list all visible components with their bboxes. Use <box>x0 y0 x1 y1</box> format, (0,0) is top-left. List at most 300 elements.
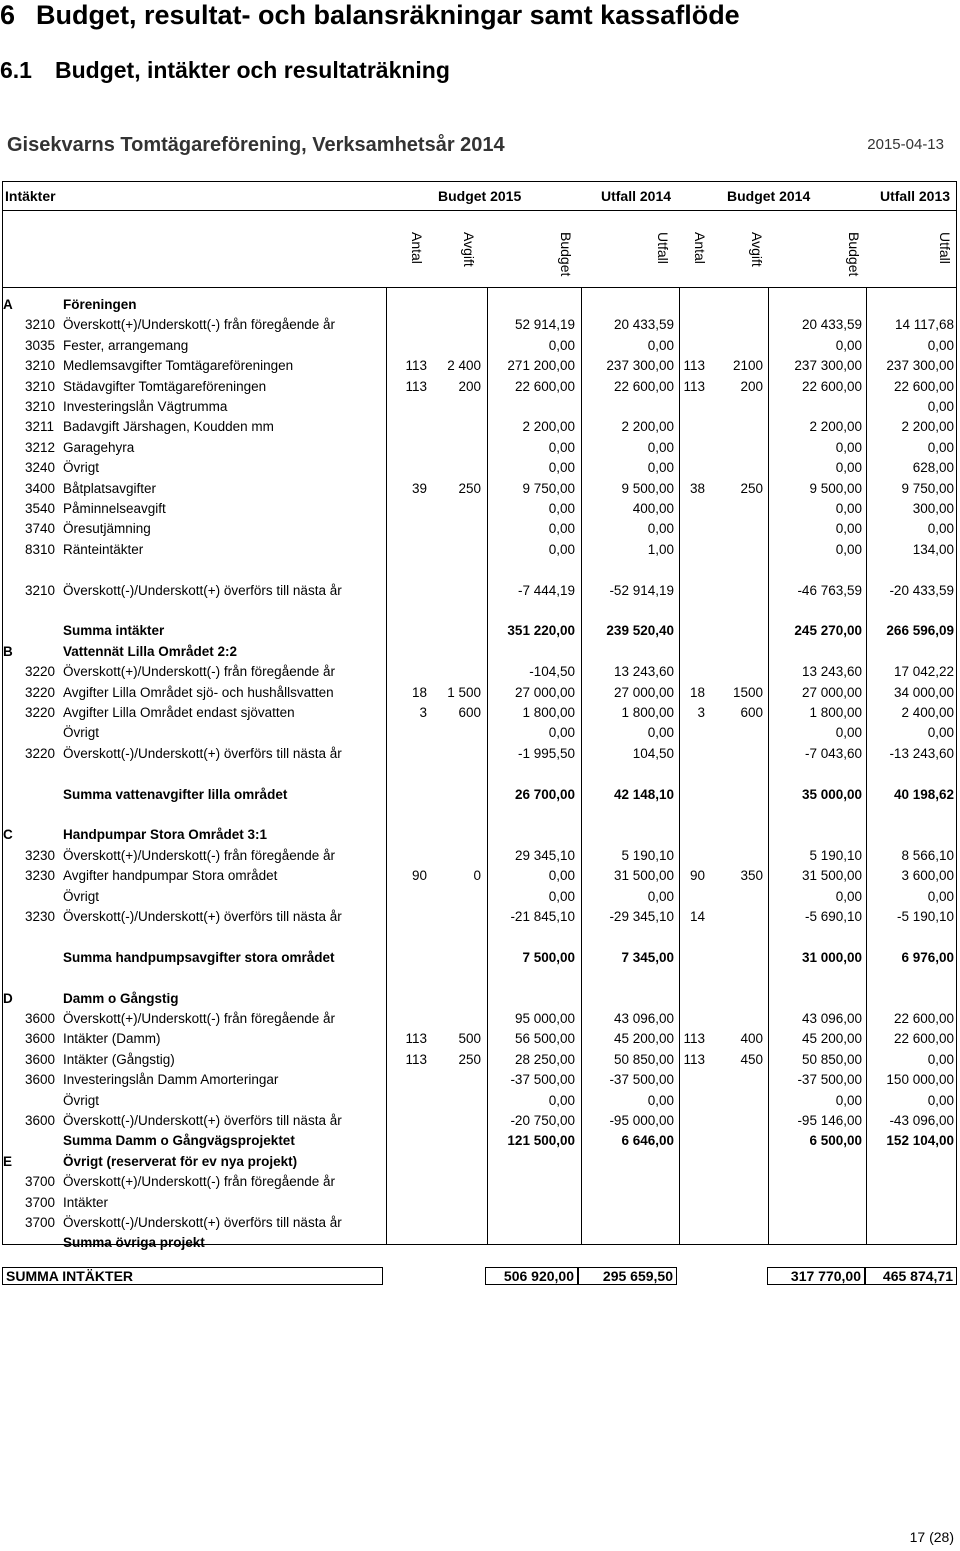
cell-c7: -7 043,60 <box>804 745 862 761</box>
rot-header-utfall: Utfall <box>655 232 671 264</box>
cell-c4: 0,00 <box>647 725 674 741</box>
cell-c4: 0,00 <box>647 439 674 455</box>
rot-header-antal: Antal <box>409 232 425 264</box>
cell-c7: 1 800,00 <box>809 705 862 720</box>
cell-c4: 0,00 <box>647 1092 674 1108</box>
account-number: 3211 <box>25 419 55 435</box>
cell-c8: 2 200,00 <box>901 419 954 435</box>
cell-c7: 31 000,00 <box>801 949 862 965</box>
cell-c2: 250 <box>458 480 481 496</box>
cell-c5: 113 <box>683 358 705 374</box>
account-number: 3210 <box>25 378 56 394</box>
cell-c1: 18 <box>411 684 427 700</box>
row-label: Båtplatsavgifter <box>63 480 157 496</box>
cell-c8: 17 042,22 <box>893 664 954 680</box>
cell-c4: 6 646,00 <box>621 1133 674 1149</box>
cell-c3: 2 200,00 <box>522 419 575 435</box>
cell-c3: 95 000,00 <box>514 1011 575 1026</box>
cell-c4: 237 300,00 <box>606 358 674 374</box>
chapter-heading <box>0 0 740 31</box>
account-number: 3600 <box>25 1113 56 1128</box>
table-row <box>3 1113 958 1131</box>
table-row <box>3 1235 958 1253</box>
cell-c4: 5 190,10 <box>621 847 674 863</box>
section-header-row <box>3 991 958 1009</box>
header-divider <box>3 210 956 211</box>
cell-c6: 250 <box>740 480 763 496</box>
row-label: Intäkter (Damm) <box>63 1031 161 1047</box>
cell-c3: 9 750,00 <box>522 480 575 496</box>
cell-c1: 113 <box>405 358 427 374</box>
page-number: 17 (28) <box>909 1529 954 1545</box>
row-label: Summa handpumpsavgifter stora området <box>63 949 335 965</box>
account-number: 3210 <box>25 582 56 598</box>
cell-c3: 27 000,00 <box>514 684 575 700</box>
cell-c7: -95 146,00 <box>797 1113 862 1128</box>
total-utfall-2014-cell <box>578 1267 677 1285</box>
cell-c6: 2100 <box>732 358 763 374</box>
total-budget-2015-cell <box>485 1267 578 1285</box>
table-row <box>3 440 958 458</box>
row-label: Summa Damm o Gångvägsprojektet <box>63 1133 295 1149</box>
cell-c4: 0,00 <box>647 337 674 353</box>
row-label: Överskott(-)/Underskott(+) överförs till nästa år <box>63 582 342 598</box>
cell-c3: -104,50 <box>529 664 575 680</box>
row-label: Fester, arrangemang <box>63 337 189 353</box>
col-header-budget-2015: Budget 2015 <box>438 188 522 204</box>
cell-c7: 0,00 <box>835 439 862 455</box>
section-letter: A <box>3 297 13 312</box>
account-number: 3220 <box>25 705 56 720</box>
table-row <box>3 950 958 968</box>
cell-c6: 350 <box>740 868 763 884</box>
cell-c8: 8 566,10 <box>901 847 954 863</box>
account-number: 3035 <box>25 337 56 353</box>
cell-c6: 1500 <box>732 684 763 700</box>
cell-c5: 113 <box>683 1031 705 1047</box>
organization-title: Gisekvarns Tomtägareförening, Verksamhetsår 2014 <box>7 134 505 156</box>
table-row <box>3 562 958 580</box>
total-label-cell <box>2 1267 383 1285</box>
cell-c7: 6 500,00 <box>809 1133 862 1149</box>
row-label: Överskott(-)/Underskott(+) överförs till nästa år <box>63 909 342 924</box>
cell-c7: 43 096,00 <box>801 1011 862 1026</box>
cell-c2: 2 400 <box>447 358 481 374</box>
cell-c4: -37 500,00 <box>609 1072 674 1088</box>
cell-c8: 150 000,00 <box>886 1072 954 1088</box>
report-date: 2015-04-13 <box>867 136 944 153</box>
row-label: Summa vattenavgifter lilla området <box>63 786 288 802</box>
section-letter: C <box>3 827 13 843</box>
table-row <box>3 705 958 723</box>
row-label: Överskott(+)/Underskott(-) från föregående år <box>63 1174 335 1190</box>
col-header-intakter: Intäkter <box>5 188 56 204</box>
cell-c8: 300,00 <box>912 501 954 516</box>
cell-c1: 113 <box>405 1051 427 1067</box>
row-label: Summa övriga projekt <box>63 1235 205 1251</box>
cell-c5: 38 <box>689 480 705 496</box>
account-number: 3400 <box>25 480 56 496</box>
cell-c4: 9 500,00 <box>621 480 674 496</box>
cell-c7: 45 200,00 <box>801 1031 862 1047</box>
cell-c6: 600 <box>740 705 763 720</box>
row-label: Badavgift Järshagen, Koudden mm <box>63 419 274 435</box>
row-label: Föreningen <box>63 297 137 312</box>
cell-c3: 0,00 <box>548 501 575 516</box>
table-row <box>3 521 958 539</box>
cell-c4: 0,00 <box>647 521 674 537</box>
cell-c4: -95 000,00 <box>609 1113 674 1128</box>
table-row <box>3 664 958 682</box>
cell-c5: 90 <box>689 868 705 884</box>
section-letter: B <box>3 643 13 659</box>
row-label: Avgifter Lilla Området sjö- och hushållsvatten <box>63 684 334 700</box>
cell-c4: 400,00 <box>632 501 674 516</box>
budget-table <box>2 181 957 1251</box>
cell-c2: 250 <box>458 1051 481 1067</box>
cell-c7: 50 850,00 <box>801 1051 862 1067</box>
chapter-title: Budget, resultat- och balansräkningar samt kassaflöde <box>36 0 740 30</box>
cell-c8: 266 596,09 <box>886 623 954 639</box>
cell-c1: 90 <box>411 868 427 884</box>
table-row <box>3 1195 958 1213</box>
cell-c6: 450 <box>740 1051 763 1067</box>
section-letter: D <box>3 990 13 1006</box>
row-label: Medlemsavgifter Tomtägareföreningen <box>63 358 294 374</box>
row-label: Överskott(-)/Underskott(+) överförs till nästa år <box>63 1215 342 1230</box>
cell-c1: 3 <box>419 705 427 720</box>
cell-c3: 0,00 <box>548 541 575 557</box>
cell-c3: 0,00 <box>548 439 575 455</box>
cell-c4: -52 914,19 <box>609 582 674 598</box>
cell-c8: 0,00 <box>927 1051 954 1067</box>
table-row <box>3 419 958 437</box>
cell-c1: 39 <box>411 480 427 496</box>
cell-c8: 152 104,00 <box>886 1133 954 1149</box>
rot-header-avgift-2: Avgift <box>749 232 765 267</box>
cell-c7: 0,00 <box>835 541 862 557</box>
cell-c2: 600 <box>458 705 481 720</box>
table-row <box>3 725 958 743</box>
cell-c7: 245 270,00 <box>794 623 862 639</box>
section-header-row <box>3 297 958 315</box>
cell-c7: 35 000,00 <box>801 786 862 802</box>
table-row <box>3 460 958 478</box>
cell-c3: 0,00 <box>548 337 575 353</box>
rot-header-avgift: Avgift <box>461 232 477 267</box>
row-label: Handpumpar Stora Området 3:1 <box>63 827 268 843</box>
rot-header-budget: Budget <box>558 232 574 277</box>
cell-c8: 628,00 <box>912 460 954 476</box>
total-utfall-2014: 295 659,50 <box>602 1268 673 1284</box>
cell-c7: 0,00 <box>835 337 862 353</box>
row-label: Summa intäkter <box>63 623 165 639</box>
cell-c7: -5 690,10 <box>804 909 862 924</box>
table-row <box>3 1031 958 1049</box>
cell-c7: 22 600,00 <box>801 378 862 394</box>
row-label: Övrigt <box>63 460 100 476</box>
total-budget-2014: 317 770,00 <box>790 1268 861 1284</box>
row-label: Städavgifter Tomtägareföreningen <box>63 378 267 394</box>
cell-c8: 40 198,62 <box>893 786 954 802</box>
cell-c4: 31 500,00 <box>613 868 674 884</box>
row-label: Överskott(-)/Underskott(+) överförs till nästa år <box>63 1113 342 1128</box>
cell-c8: 134,00 <box>912 541 954 557</box>
cell-c4: 50 850,00 <box>613 1051 674 1067</box>
account-number: 3230 <box>25 868 56 884</box>
cell-c4: 42 148,10 <box>613 786 674 802</box>
cell-c7: 27 000,00 <box>801 684 862 700</box>
account-number: 3220 <box>25 745 56 761</box>
cell-c3: 1 800,00 <box>522 705 575 720</box>
cell-c8: 0,00 <box>927 521 954 537</box>
total-label: SUMMA INTÄKTER <box>6 1268 134 1284</box>
cell-c3: 7 500,00 <box>522 949 575 965</box>
row-label: Garagehyra <box>63 439 135 455</box>
cell-c4: 1,00 <box>647 541 674 557</box>
account-number: 3220 <box>25 684 56 700</box>
section-title: Budget, intäkter och resultaträkning <box>55 57 450 83</box>
row-label: Investeringslån Damm Amorteringar <box>63 1072 279 1088</box>
account-number: 3600 <box>25 1031 56 1047</box>
account-number: 3540 <box>25 501 56 516</box>
row-label: Överskott(+)/Underskott(-) från föregående år <box>63 847 335 863</box>
cell-c4: 0,00 <box>647 460 674 476</box>
cell-c5: 113 <box>683 378 705 394</box>
account-number: 3600 <box>25 1051 56 1067</box>
row-label: Damm o Gångstig <box>63 990 179 1006</box>
cell-c8: -43 096,00 <box>889 1113 954 1128</box>
account-number: 3240 <box>25 460 56 476</box>
cell-c3: 121 500,00 <box>507 1133 575 1149</box>
row-label: Intäkter <box>63 1194 109 1210</box>
subheader-divider <box>3 287 956 288</box>
cell-c3: 0,00 <box>548 725 575 741</box>
row-label: Övrigt <box>63 1092 100 1108</box>
cell-c5: 18 <box>689 684 705 700</box>
row-label: Övrigt <box>63 888 100 904</box>
col-header-utfall-2014: Utfall 2014 <box>601 188 672 204</box>
table-row <box>3 868 958 886</box>
account-number: 3212 <box>25 439 56 455</box>
rot-header-antal-2: Antal <box>692 232 708 264</box>
cell-c4: -29 345,10 <box>609 909 674 924</box>
cell-c8: 0,00 <box>927 337 954 353</box>
cell-c2: 500 <box>458 1031 481 1047</box>
cell-c8: 22 600,00 <box>893 1011 954 1026</box>
section-header-row <box>3 827 958 845</box>
row-label: Vattennät Lilla Området 2:2 <box>63 643 238 659</box>
cell-c3: 26 700,00 <box>514 786 575 802</box>
table-row <box>3 1011 958 1029</box>
cell-c8: 0,00 <box>927 439 954 455</box>
row-label: Överskott(+)/Underskott(-) från föregående år <box>63 664 335 680</box>
table-row <box>3 909 958 927</box>
cell-c2: 1 500 <box>447 684 481 700</box>
account-number: 3600 <box>25 1072 56 1088</box>
table-row <box>3 889 958 907</box>
table-row <box>3 379 958 397</box>
cell-c3: 56 500,00 <box>514 1031 575 1047</box>
cell-c1: 113 <box>405 1031 427 1047</box>
cell-c8: 34 000,00 <box>893 684 954 700</box>
cell-c3: 0,00 <box>548 1092 575 1108</box>
account-number: 3210 <box>25 358 56 374</box>
cell-c3: 0,00 <box>548 521 575 537</box>
table-row <box>3 317 958 335</box>
account-number: 3600 <box>25 1011 56 1026</box>
cell-c7: 2 200,00 <box>809 419 862 435</box>
cell-c4: 13 243,60 <box>613 664 674 680</box>
section-letter: E <box>3 1153 13 1169</box>
cell-c8: 22 600,00 <box>893 1031 954 1047</box>
cell-c4: 1 800,00 <box>621 705 674 720</box>
rot-header-budget-2: Budget <box>846 232 862 277</box>
cell-c3: 29 345,10 <box>514 847 575 863</box>
table-row <box>3 358 958 376</box>
cell-c4: 45 200,00 <box>613 1031 674 1047</box>
cell-c8: 0,00 <box>927 888 954 904</box>
cell-c8: 0,00 <box>927 1092 954 1108</box>
table-row <box>3 338 958 356</box>
cell-c7: 0,00 <box>835 460 862 476</box>
cell-c4: 2 200,00 <box>621 419 674 435</box>
table-row <box>3 1174 958 1192</box>
cell-c4: 7 345,00 <box>621 949 674 965</box>
cell-c8: 22 600,00 <box>893 378 954 394</box>
table-row <box>3 1133 958 1151</box>
section-number: 6.1 <box>0 57 32 83</box>
row-label: Investeringslån Vägtrumma <box>63 399 228 414</box>
total-budget-2015: 506 920,00 <box>503 1268 574 1284</box>
rot-header-utfall-2: Utfall <box>937 232 953 264</box>
cell-c7: -37 500,00 <box>797 1072 862 1088</box>
cell-c6: 200 <box>740 378 763 394</box>
table-row <box>3 807 958 825</box>
row-label: Ränteintäkter <box>63 541 144 557</box>
table-row <box>3 1093 958 1111</box>
row-label: Överskott(+)/Underskott(-) från föregående år <box>63 317 335 333</box>
row-label: Avgifter handpumpar Stora området <box>63 868 278 884</box>
table-row <box>3 542 958 560</box>
col-header-budget-2014: Budget 2014 <box>727 188 811 204</box>
cell-c7: 31 500,00 <box>801 868 862 884</box>
table-row <box>3 399 958 417</box>
cell-c8: 0,00 <box>927 725 954 741</box>
table-row <box>3 970 958 988</box>
cell-c4: 104,50 <box>632 745 674 761</box>
cell-c3: 0,00 <box>548 868 575 884</box>
table-row <box>3 1052 958 1070</box>
cell-c8: 237 300,00 <box>886 358 954 374</box>
row-label: Avgifter Lilla Området endast sjövatten <box>63 705 295 720</box>
cell-c5: 14 <box>689 909 705 924</box>
row-label: Övrigt (reserverat för ev nya projekt) <box>63 1153 298 1169</box>
cell-c3: 22 600,00 <box>514 378 575 394</box>
row-label: Överskott(+)/Underskott(-) från föregående år <box>63 1011 335 1026</box>
cell-c7: 0,00 <box>835 725 862 741</box>
cell-c8: 14 117,68 <box>894 317 954 333</box>
table-row <box>3 1072 958 1090</box>
cell-c3: 271 200,00 <box>507 358 575 374</box>
section-heading <box>0 57 450 84</box>
account-number: 3220 <box>25 664 56 680</box>
cell-c6: 400 <box>740 1031 763 1047</box>
table-row <box>3 685 958 703</box>
table-row <box>3 583 958 601</box>
cell-c3: 52 914,19 <box>514 317 575 333</box>
cell-c5: 113 <box>683 1051 705 1067</box>
cell-c7: 13 243,60 <box>801 664 862 680</box>
cell-c3: -7 444,19 <box>517 582 575 598</box>
cell-c4: 0,00 <box>647 888 674 904</box>
table-row <box>3 501 958 519</box>
row-label: Öresutjämning <box>63 521 151 537</box>
cell-c3: 351 220,00 <box>507 623 575 639</box>
cell-c1: 113 <box>405 378 427 394</box>
account-number: 3210 <box>25 317 56 333</box>
table-row <box>3 746 958 764</box>
section-header-row <box>3 644 958 662</box>
cell-c7: 0,00 <box>835 501 862 516</box>
cell-c4: 22 600,00 <box>613 378 674 394</box>
cell-c3: -21 845,10 <box>510 909 575 924</box>
account-number: 3700 <box>25 1215 56 1230</box>
cell-c3: 0,00 <box>548 888 575 904</box>
table-row <box>3 787 958 805</box>
cell-c3: 0,00 <box>548 460 575 476</box>
cell-c8: -5 190,10 <box>896 909 954 924</box>
table-row <box>3 929 958 947</box>
cell-c7: 9 500,00 <box>809 480 862 496</box>
table-row <box>3 623 958 641</box>
cell-c3: 28 250,00 <box>514 1051 575 1067</box>
account-number: 8310 <box>25 541 56 557</box>
cell-c8: 0,00 <box>927 399 954 414</box>
account-number: 3230 <box>25 847 56 863</box>
cell-c5: 3 <box>697 705 705 720</box>
cell-c3: -20 750,00 <box>510 1113 575 1128</box>
cell-c4: 20 433,59 <box>613 317 674 333</box>
cell-c2: 0 <box>473 868 481 884</box>
chapter-number: 6 <box>0 0 16 30</box>
cell-c7: -46 763,59 <box>797 582 862 598</box>
col-header-utfall-2013: Utfall 2013 <box>880 188 951 204</box>
account-number: 3740 <box>25 521 56 537</box>
cell-c3: -37 500,00 <box>510 1072 575 1088</box>
row-label: Överskott(-)/Underskott(+) överförs till nästa år <box>63 745 342 761</box>
cell-c8: -20 433,59 <box>889 582 954 598</box>
total-budget-2014-cell <box>767 1267 865 1285</box>
cell-c7: 0,00 <box>835 521 862 537</box>
account-number: 3700 <box>25 1194 56 1210</box>
total-utfall-2013: 465 874,71 <box>882 1268 953 1284</box>
cell-c8: 6 976,00 <box>901 949 954 965</box>
cell-c7: 0,00 <box>835 888 862 904</box>
cell-c8: 2 400,00 <box>901 705 954 720</box>
section-header-row <box>3 1154 958 1172</box>
account-number: 3230 <box>25 909 56 924</box>
cell-c8: 3 600,00 <box>901 868 954 884</box>
cell-c4: 239 520,40 <box>606 623 674 639</box>
cell-c7: 0,00 <box>835 1092 862 1108</box>
table-row <box>3 1215 958 1233</box>
row-label: Övrigt <box>63 725 100 741</box>
total-utfall-2013-cell <box>865 1267 957 1285</box>
table-row <box>3 766 958 784</box>
table-row <box>3 603 958 621</box>
cell-c7: 237 300,00 <box>794 358 862 374</box>
